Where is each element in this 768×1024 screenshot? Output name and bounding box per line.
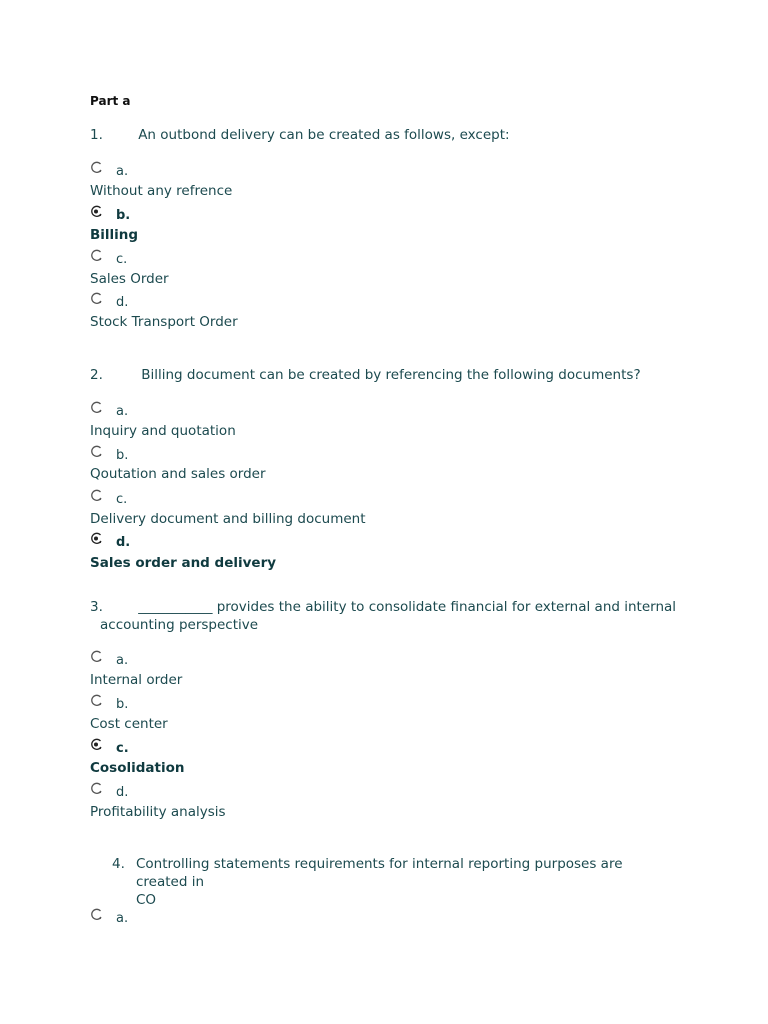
radio-unselected-icon[interactable] xyxy=(90,445,103,458)
option-text: Cosolidation xyxy=(90,760,185,776)
option-letter: a. xyxy=(116,911,129,926)
question-text-line: Controlling statements requirements for internal reporting purposes are created in xyxy=(136,856,623,890)
option-letter: c. xyxy=(116,252,128,267)
option-letter: b. xyxy=(116,448,129,463)
question-3 xyxy=(90,598,690,616)
option-letter: b. xyxy=(116,697,129,712)
option-text: Sales order and delivery xyxy=(90,555,277,571)
radio-unselected-icon[interactable] xyxy=(90,489,103,502)
radio-selected-icon[interactable] xyxy=(90,205,103,218)
option-text: Qoutation and sales order xyxy=(90,466,266,482)
option-text: Delivery document and billing document xyxy=(90,511,366,527)
question-text: Billing document can be created by referencing the following documents? xyxy=(141,367,641,383)
option-text: Profitability analysis xyxy=(90,804,226,820)
option-row-3c[interactable] xyxy=(90,738,290,756)
option-row-2c[interactable] xyxy=(90,489,290,507)
radio-unselected-icon[interactable] xyxy=(90,782,103,795)
option-row-1d[interactable] xyxy=(90,292,290,310)
option-text: Stock Transport Order xyxy=(90,314,238,330)
question-text: An outbond delivery can be created as follows, except: xyxy=(138,127,510,143)
question-number: 1. xyxy=(90,127,103,143)
question-3-continued xyxy=(100,616,700,634)
option-row-2d[interactable] xyxy=(90,532,290,550)
option-letter: a. xyxy=(116,404,129,419)
part-title: Part a xyxy=(90,94,131,108)
question-text xyxy=(136,855,666,909)
option-row-2a[interactable] xyxy=(90,401,290,419)
radio-unselected-icon[interactable] xyxy=(90,292,103,305)
question-text: ___________ provides the ability to consolidate financial for external and internal xyxy=(138,599,677,615)
radio-selected-icon[interactable] xyxy=(90,532,103,545)
question-text: accounting perspective xyxy=(100,617,259,633)
option-text: Inquiry and quotation xyxy=(90,423,236,439)
option-row-3b[interactable] xyxy=(90,694,290,712)
radio-unselected-icon[interactable] xyxy=(90,249,103,262)
option-row-4a[interactable] xyxy=(90,908,290,926)
question-1 xyxy=(90,126,690,144)
question-number: 4. xyxy=(112,856,125,872)
option-row-1c[interactable] xyxy=(90,249,290,267)
option-letter: c. xyxy=(116,741,129,756)
option-letter: d. xyxy=(116,535,131,550)
option-letter: c. xyxy=(116,492,128,507)
radio-unselected-icon[interactable] xyxy=(90,401,103,414)
question-2 xyxy=(90,366,690,384)
option-row-3d[interactable] xyxy=(90,782,290,800)
option-text: Cost center xyxy=(90,716,168,732)
option-row-2b[interactable] xyxy=(90,445,290,463)
radio-unselected-icon[interactable] xyxy=(90,908,103,921)
option-letter: d. xyxy=(116,785,129,800)
question-number: 3. xyxy=(90,599,103,615)
option-row-1a[interactable] xyxy=(90,161,290,179)
radio-unselected-icon[interactable] xyxy=(90,161,103,174)
option-letter: a. xyxy=(116,653,129,668)
option-letter: d. xyxy=(116,295,129,310)
question-number: 2. xyxy=(90,367,103,383)
option-text: Without any refrence xyxy=(90,183,233,199)
option-text: Internal order xyxy=(90,672,183,688)
option-row-1b[interactable] xyxy=(90,205,290,223)
option-text: Sales Order xyxy=(90,271,169,287)
option-row-3a[interactable] xyxy=(90,650,290,668)
question-text-line: CO xyxy=(136,892,157,908)
radio-unselected-icon[interactable] xyxy=(90,694,103,707)
option-letter: b. xyxy=(116,208,131,223)
radio-selected-icon[interactable] xyxy=(90,738,103,751)
option-letter: a. xyxy=(116,164,129,179)
radio-unselected-icon[interactable] xyxy=(90,650,103,663)
option-text: Billing xyxy=(90,227,139,243)
